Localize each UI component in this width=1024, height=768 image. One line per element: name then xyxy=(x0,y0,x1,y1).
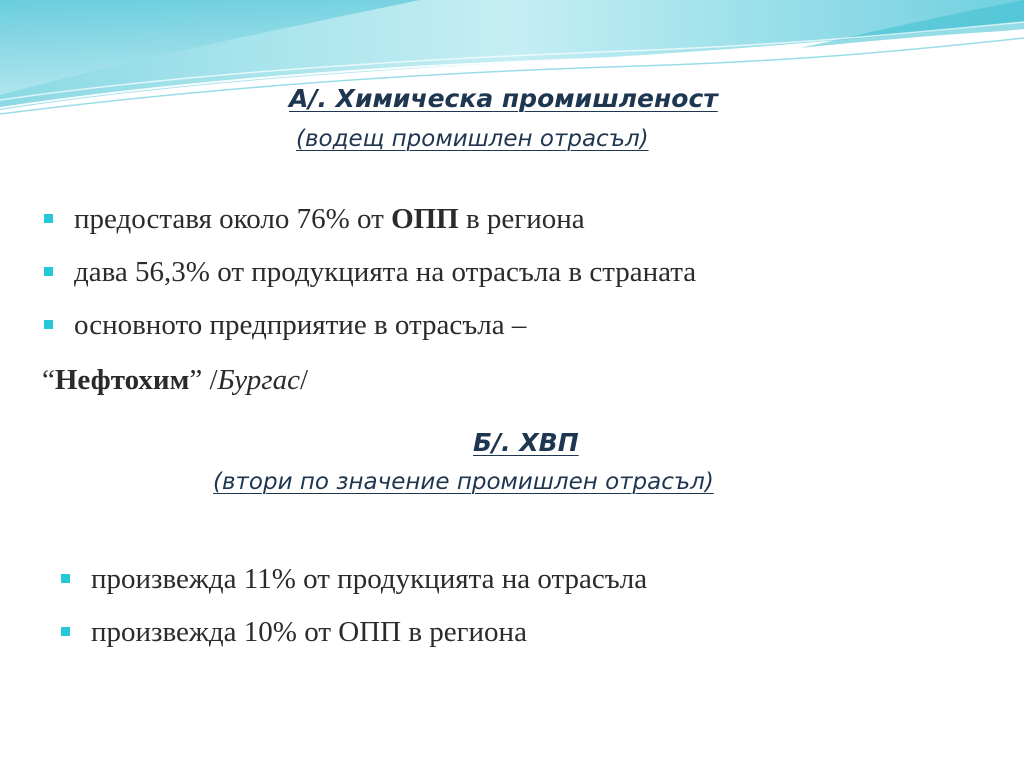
slash-close: / xyxy=(299,364,309,396)
bullet-text: произвежда 11% от продукцията на отрасъла xyxy=(91,563,648,595)
bullet-text-post: в региона xyxy=(458,203,585,235)
square-bullet-icon xyxy=(61,574,70,583)
section-b-subtitle: (втори по значение промишлен отрасъл) xyxy=(213,469,714,495)
slash-open: / xyxy=(209,364,218,396)
section-a-subtitle: (водещ промишлен отрасъл) xyxy=(296,126,649,152)
enterprise-name: Нефтохим xyxy=(54,364,190,396)
bullet-item xyxy=(59,606,647,659)
section-b-title: Б/. ХВП xyxy=(473,428,579,457)
bullet-item xyxy=(59,553,647,606)
square-bullet-icon xyxy=(44,214,53,223)
bullet-item xyxy=(42,193,696,246)
enterprise-line xyxy=(42,354,308,407)
bullet-text: основното предприятие в отрасъла – xyxy=(74,309,527,341)
bullet-text: произвежда 10% от ОПП в региона xyxy=(91,616,527,648)
close-quote: ” xyxy=(189,364,210,396)
enterprise-city: Бургас xyxy=(217,364,300,396)
bullet-item xyxy=(42,246,696,299)
square-bullet-icon xyxy=(61,627,70,636)
square-bullet-icon xyxy=(44,267,53,276)
section-a-title: А/. Химическа промишленост xyxy=(289,84,718,113)
bullet-item xyxy=(42,299,696,352)
square-bullet-icon xyxy=(44,320,53,329)
open-quote: “ xyxy=(42,364,55,396)
bullet-text-pre: предоставя около 76% от xyxy=(74,203,392,235)
bullet-text: дава 56,3% от продукцията на отрасъла в страната xyxy=(74,256,697,288)
section-b-bullet-list xyxy=(59,553,647,659)
bullet-text-bold: ОПП xyxy=(391,203,459,235)
section-a-bullet-list xyxy=(42,193,696,352)
